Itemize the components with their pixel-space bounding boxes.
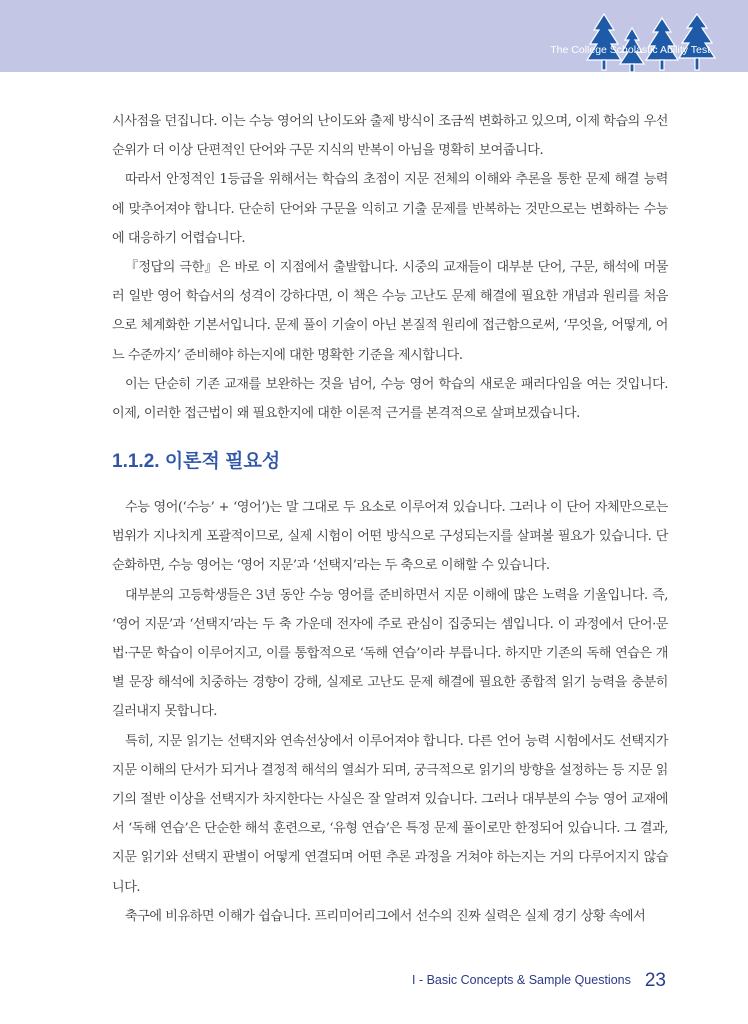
header-band: [0, 0, 748, 72]
paragraph: 따라서 안정적인 1등급을 위해서는 학습의 초점이 지문 전체의 이해와 추론을 통한 문제 해결 능력에 맞추어져야 합니다. 단순히 단어와 구문을 익히고 기출 문제를 반복하는 것만으로는 변화하는 수능에 대응하기 어렵습니다.: [112, 172, 668, 246]
section-heading: 1.1.2. 이론적 필요성: [112, 451, 281, 472]
footer-label: I - Basic Concepts & Sample Questions: [412, 973, 631, 987]
page-number: 23: [644, 970, 666, 991]
pine-trees-logo: [586, 8, 726, 74]
paragraph: 수능 영어(‘수능’ + ‘영어’)는 말 그대로 두 요소로 이루어져 있습니다. 그러나 이 단어 자체만으로는 범위가 지나치게 포괄적이므로, 실제 시험이 어떤 방식으로 구성되는지를 살펴볼 필요가 있습니다. 단순화하면, 수능 영어는 ‘영어 지문’과 ‘선택지’라는 두 축으로 이해할 수 있습니다.: [112, 500, 668, 574]
paragraph: 『정답의 극한』은 바로 이 지점에서 출발합니다. 시중의 교재들이 대부분 단어, 구문, 해석에 머물러 일반 영어 학습서의 성격이 강하다면, 이 책은 수능 고난도 문제 해결에 필요한 개념과 원리를 처음으로 체계화한 기본서입니다. 문제 풀이 기술이 아닌 본질적 원리에 접근함으로써, ‘무엇을, 어떻게, 어느 수준까지’ 준비해야 하는지에 대한 명확한 기준을 제시합니다.: [112, 260, 668, 363]
paragraph: 특히, 지문 읽기는 선택지와 연속선상에서 이루어져야 합니다. 다른 언어 능력 시험에서도 선택지가 지문 이해의 단서가 되거나 결정적 해석의 열쇠가 되며, 궁극적으로 읽기의 방향을 설정하는 등 지문 읽기의 절반 이상을 선택지가 차지한다는 사실은 잘 알려져 있습니다. 그러나 대부분의 수능 영어 교재에서 ‘독해 연습’은 단순한 해석 훈련으로, ‘유형 연습’은 특정 문제 풀이로만 한정되어 있습니다. 그 결과, 지문 읽기와 선택지 판별이 어떻게 연결되며 어떤 추론 과정을 거쳐야 하는지는 거의 다루어지지 않습니다.: [112, 733, 668, 895]
section-text: [112, 493, 668, 931]
paragraph: 대부분의 고등학생들은 3년 동안 수능 영어를 준비하면서 지문 이해에 많은 노력을 기울입니다. 즉, ‘영어 지문’과 ‘선택지’라는 두 축 가운데 전자에 주로 관심이 집중되는 셈입니다. 이 과정에서 단어·문법·구문 학습이 이루어지고, 이를 통합적으로 ‘독해 연습’이라 부릅니다. 하지만 기존의 독해 연습은 개별 문장 해석에 치중하는 경향이 강해, 실제로 고난도 문제 해결에 필요한 종합적 읽기 능력을 충분히 길러내지 못합니다.: [112, 587, 668, 720]
paragraph: 이는 단순히 기존 교재를 보완하는 것을 넘어, 수능 영어 학습의 새로운 패러다임을 여는 것입니다. 이제, 이러한 접근법이 왜 필요한지에 대한 이론적 근거를 본격적으로 살펴보겠습니다.: [112, 376, 668, 422]
page-footer: [412, 968, 666, 990]
intro-text: [112, 107, 668, 428]
header-title: The College Scholastic Ability Test: [550, 44, 710, 56]
paragraph: 축구에 비유하면 이해가 쉽습니다. 프리미어리그에서 선수의 진짜 실력은 실제 경기 상황 속에서: [125, 908, 646, 924]
paragraph: 시사점을 던집니다. 이는 수능 영어의 난이도와 출제 방식이 조금씩 변화하고 있으며, 이제 학습의 우선순위가 더 이상 단편적인 단어와 구문 지식의 반복이 아님을 명확히 보여줍니다.: [112, 114, 668, 159]
